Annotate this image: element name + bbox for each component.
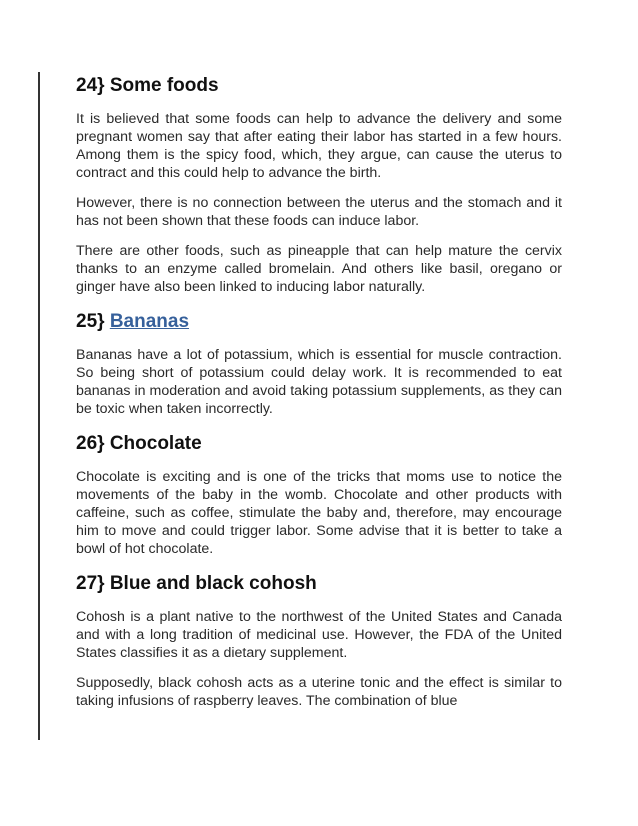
left-margin-rule [38, 72, 40, 740]
heading-title: Some foods [109, 75, 219, 96]
heading-bananas [76, 310, 562, 334]
paragraph: Chocolate is exciting and is one of the tricks that moms use to notice the movements of the baby in the womb. Chocolate and other products with caffeine, such as coffee, stimulate the baby and, therefore, may encourage him to move and could trigger labor. Some advise that it is better to take a bowl of hot chocolate. [76, 469, 562, 557]
paragraph: However, there is no connection between the uterus and the stomach and it has not been shown that these foods can induce labor. [76, 195, 562, 229]
heading-number: 24} [76, 75, 105, 96]
heading-chocolate [76, 432, 562, 456]
paragraph: There are other foods, such as pineapple that can help mature the cervix thanks to an enzyme called bromelain. And others like basil, oregano or ginger have also been linked to inducing labor naturally. [76, 243, 562, 295]
paragraph: Bananas have a lot of potassium, which is essential for muscle contraction. So being short of potassium could delay work. It is recommended to eat bananas in moderation and avoid taking potassium supplements, as they can be toxic when taken incorrectly. [76, 347, 562, 417]
paragraph: Supposedly, black cohosh acts as a uterine tonic and the effect is similar to taking infusions of raspberry leaves. The combination of blue [76, 675, 562, 709]
paragraph: Cohosh is a plant native to the northwest of the United States and Canada and with a long tradition of medicinal use. However, the FDA of the United States classifies it as a dietary supplement. [76, 609, 562, 661]
heading-some-foods [76, 74, 562, 98]
heading-blue-black-cohosh [76, 572, 562, 596]
heading-title: Chocolate [109, 433, 202, 454]
bananas-link[interactable]: Bananas [109, 311, 190, 332]
heading-number: 25} [76, 311, 105, 332]
heading-number: 26} [76, 433, 105, 454]
heading-number: 27} [76, 573, 105, 594]
document-body [76, 74, 562, 710]
paragraph: It is believed that some foods can help to advance the delivery and some pregnant women say that after eating their labor has started in a few hours. Among them is the spicy food, which, they argue, can cause the uterus to contract and this could help to advance the birth. [76, 111, 562, 181]
heading-title: Blue and black cohosh [109, 573, 317, 594]
